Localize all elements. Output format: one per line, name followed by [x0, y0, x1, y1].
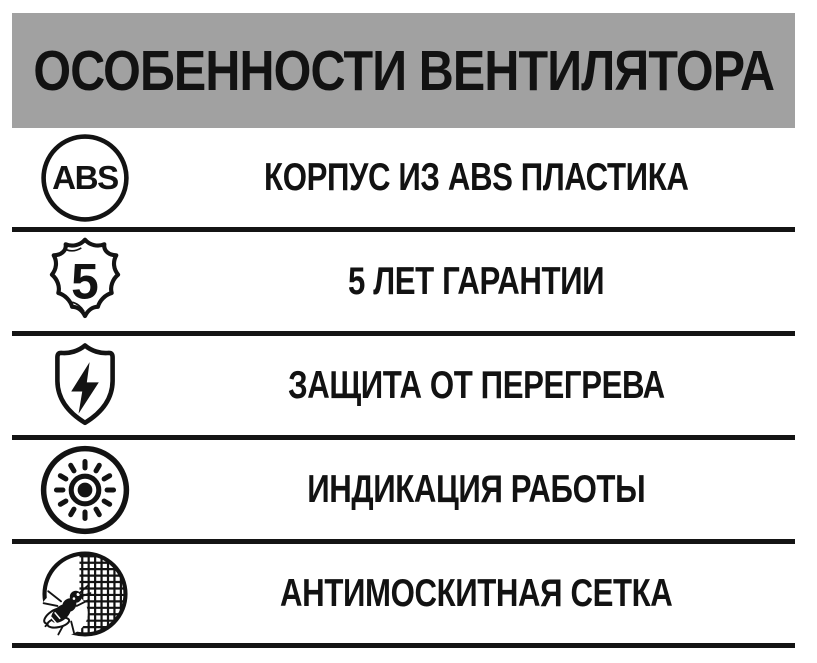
feature-row-overheat-protection [12, 336, 795, 440]
abs-plastic-icon [12, 132, 157, 224]
warranty-icon-number: 5 [70, 253, 99, 310]
mosquito-net-icon [12, 548, 157, 640]
feature-row-warranty [12, 232, 795, 336]
feature-label-cell [157, 572, 795, 616]
feature-label-cell [157, 364, 795, 408]
feature-label: 5 ЛЕТ ГАРАНТИИ [347, 259, 605, 303]
feature-row-mosquito-net [12, 544, 795, 648]
content-area [12, 13, 795, 648]
lightning-bolt-glyph [71, 362, 99, 414]
feature-label-cell [157, 156, 795, 200]
feature-label-cell [157, 260, 795, 304]
feature-label: КОРПУС ИЗ ABS ПЛАСТИКА [263, 155, 689, 199]
feature-label: АНТИМОСКИТНАЯ СЕТКА [279, 571, 673, 615]
feature-label: ЗАЩИТА ОТ ПЕРЕГРЕВА [287, 363, 665, 407]
feature-row-abs-plastic [12, 128, 795, 232]
feature-row-operation-indication [12, 440, 795, 544]
operation-indicator-light-icon [12, 444, 157, 536]
header-bar [12, 13, 795, 128]
page-title: ОСОБЕННОСТИ ВЕНТИЛЯТОРА [33, 38, 774, 103]
feature-label-cell [157, 468, 795, 512]
feature-label: ИНДИКАЦИЯ РАБОТЫ [307, 467, 645, 511]
overheat-protection-shield-icon [12, 340, 157, 432]
abs-icon-text: ABS [51, 159, 118, 197]
warranty-5-shield-icon [12, 236, 157, 328]
